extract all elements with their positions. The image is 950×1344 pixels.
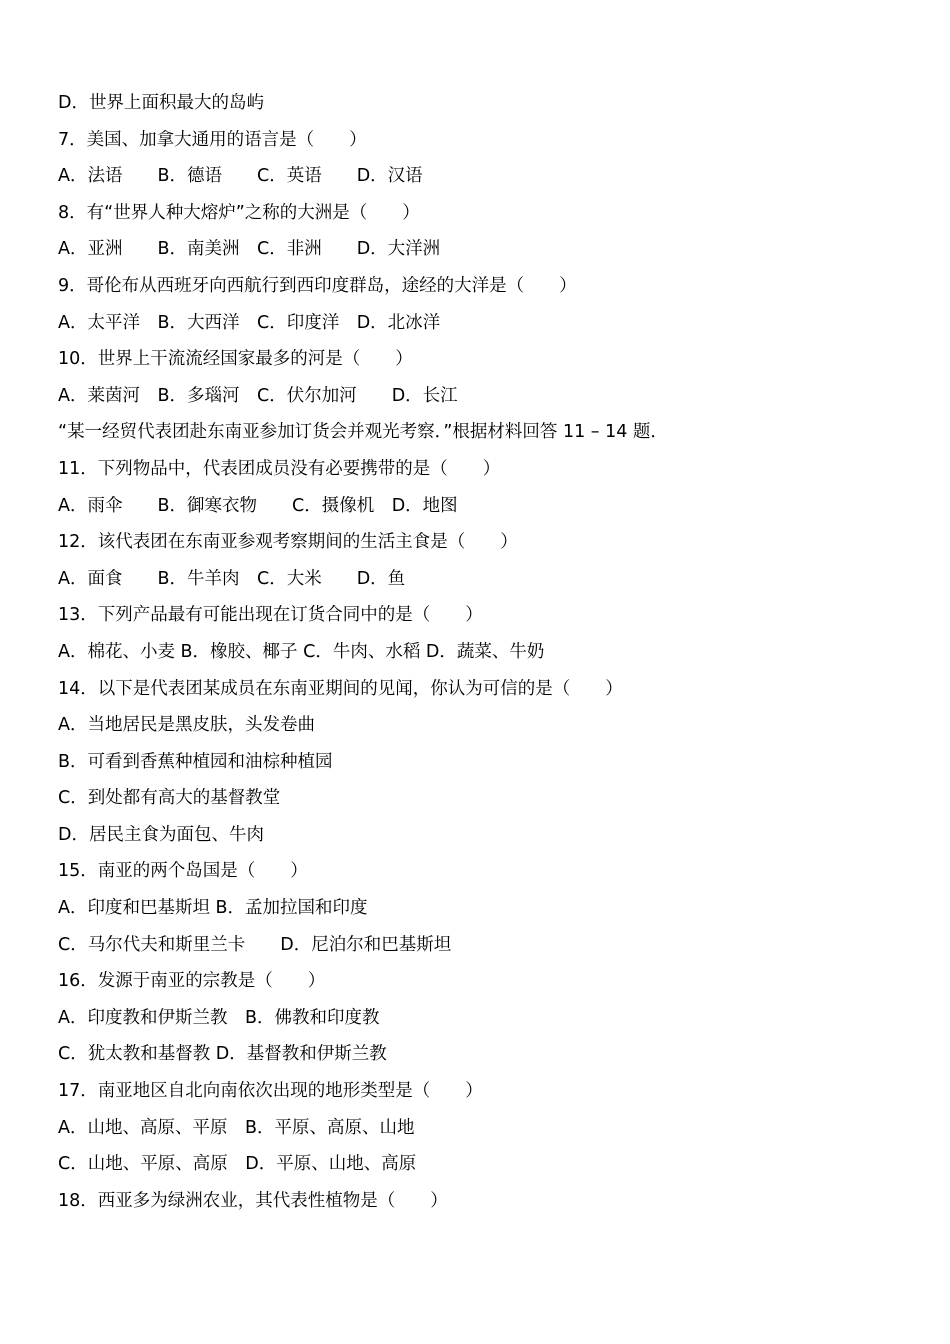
options-10: A．莱茵河 B．多瑙河 C．伏尔加河 D．长江 <box>58 385 458 406</box>
question-15: 15．南亚的两个岛国是（ ） <box>58 861 308 882</box>
options-7: A．法语 B．德语 C．英语 D．汉语 <box>58 166 423 187</box>
options-12: A．面食 B．牛羊肉 C．大米 D．鱼 <box>58 568 406 589</box>
options-13: A．棉花、小麦 B．橡胶、椰子 C．牛肉、水稻 D．蔬菜、牛奶 <box>58 641 545 662</box>
material-intro: “某一经贸代表团赴东南亚参加订货会并观光考察．”根据材料回答 11 – 14 题． <box>58 422 668 443</box>
options-11: A．雨伞 B．御寒衣物 C．摄像机 D．地图 <box>58 495 458 516</box>
option-14-c: C．到处都有高大的基督教堂 <box>58 788 281 809</box>
question-9: 9．哥伦布从西班牙向西航行到西印度群岛，途经的大洋是（ ） <box>58 275 577 296</box>
option-14-a: A．当地居民是黑皮肤，头发卷曲 <box>58 715 315 736</box>
question-12: 12．该代表团在东南亚参观考察期间的生活主食是（ ） <box>58 532 518 553</box>
option-line: D．世界上面积最大的岛屿 <box>58 93 264 113</box>
options-17-cd: C．山地、平原、高原 D．平原、山地、高原 <box>58 1154 417 1175</box>
option-14-b: B．可看到香蕉种植园和油棕种植园 <box>58 751 333 772</box>
question-13: 13．下列产品最有可能出现在订货合同中的是（ ） <box>58 605 483 626</box>
question-16: 16．发源于南亚的宗教是（ ） <box>58 971 326 992</box>
question-8: 8．有“世界人种大熔炉”之称的大洲是（ ） <box>58 202 420 223</box>
question-17: 17．南亚地区自北向南依次出现的地形类型是（ ） <box>58 1081 483 1102</box>
question-10: 10．世界上干流流经国家最多的河是（ ） <box>58 349 413 370</box>
options-9: A．太平洋 B．大西洋 C．印度洋 D．北冰洋 <box>58 312 441 333</box>
options-8: A．亚洲 B．南美洲 C．非洲 D．大洋洲 <box>58 239 441 260</box>
options-16-cd: C．犹太教和基督教 D．基督教和伊斯兰教 <box>58 1044 387 1065</box>
options-17-ab: A．山地、高原、平原 B．平原、高原、山地 <box>58 1117 415 1138</box>
options-15-ab: A．印度和巴基斯坦 B．孟加拉国和印度 <box>58 898 368 919</box>
question-18: 18．西亚多为绿洲农业，其代表性植物是（ ） <box>58 1190 448 1211</box>
question-14: 14．以下是代表团某成员在东南亚期间的见闻，你认为可信的是（ ） <box>58 678 623 699</box>
question-11: 11．下列物品中，代表团成员没有必要携带的是（ ） <box>58 458 501 479</box>
option-14-d: D．居民主食为面包、牛肉 <box>58 824 264 845</box>
options-15-cd: C．马尔代夫和斯里兰卡 D．尼泊尔和巴基斯坦 <box>58 934 452 955</box>
question-text-block <box>58 88 918 1222</box>
options-16-ab: A．印度教和伊斯兰教 B．佛教和印度教 <box>58 1007 380 1028</box>
question-7: 7．美国、加拿大通用的语言是（ ） <box>58 129 367 150</box>
